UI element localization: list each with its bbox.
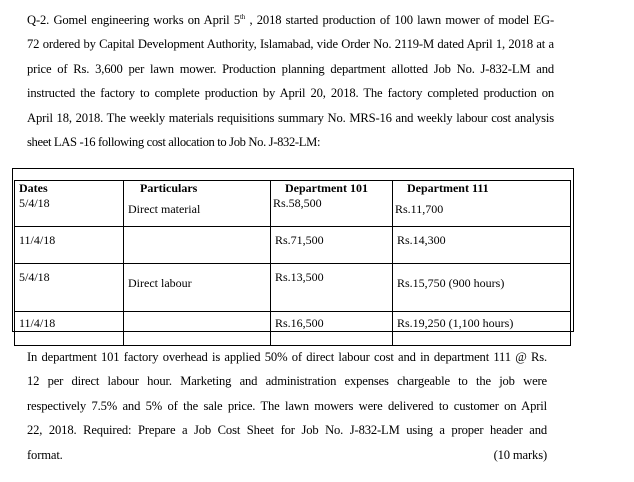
closing-line-2: 12 per direct labour hour. Marketing and administration expenses chargeable to the job were <box>27 374 547 389</box>
table-row <box>15 312 571 346</box>
cell-date: 11/4/18 <box>15 227 124 264</box>
table-cell <box>393 181 571 227</box>
closing-line-3: respectively 7.5% and 5% of the sale price. The lawn mowers were delivered to customer on April <box>27 398 547 413</box>
cell-date: 11/4/18 <box>15 312 124 346</box>
cell-particulars <box>124 227 271 264</box>
cell-dept101: Rs.71,500 <box>271 227 393 264</box>
header-dept101: Department 101 <box>285 181 368 195</box>
cell-particulars <box>124 312 271 346</box>
cell-date: 5/4/18 <box>19 196 50 210</box>
marks-label: (10 marks) <box>493 447 547 462</box>
cell-dept101: Rs.13,500 <box>271 264 393 312</box>
table-cell <box>15 181 124 227</box>
closing-line-1: In department 101 factory overhead is applied 50% of direct labour cost and in department 111 @ Rs. <box>27 350 547 364</box>
table-cell <box>271 181 393 227</box>
cell-particulars: Direct material <box>128 202 201 216</box>
closing-line-4: 22, 2018. Required: Prepare a Job Cost Sheet for Job No. J-832-LM using a proper header and <box>27 423 547 438</box>
closing-line-5 <box>27 443 547 467</box>
cost-allocation-table <box>14 180 571 346</box>
table-row <box>15 181 571 227</box>
cell-date: 5/4/18 <box>15 264 124 312</box>
question-line-4: instructed the factory to complete production by April 20, 2018. The factory completed production on <box>27 86 554 101</box>
cell-dept111: Rs.11,700 <box>395 202 444 216</box>
question-line-5: April 18, 2018. The weekly materials requisitions summary No. MRS-16 and weekly labour cost analysis <box>27 110 554 125</box>
question-line-2: 72 ordered by Capital Development Authority, Islamabad, vide Order No. 2119-M dated April 1, 2018 at a <box>27 37 554 52</box>
question-paragraph <box>27 8 554 154</box>
closing-last-word: format. <box>27 447 63 462</box>
cell-particulars: Direct labour <box>124 264 271 312</box>
question-line-3: price of Rs. 3,600 per lawn mower. Production planning department allotted Job No. J-832-LM and <box>27 61 554 76</box>
table-cell <box>124 181 271 227</box>
header-dates: Dates <box>19 181 48 195</box>
cell-dept111: Rs.19,250 (1,100 hours) <box>393 312 571 346</box>
table-row <box>15 264 571 312</box>
closing-paragraph <box>27 345 547 467</box>
question-line-6: sheet LAS -16 following cost allocation to Job No. J-832-LM: <box>27 135 321 150</box>
table-row <box>15 227 571 264</box>
cell-dept111: Rs.14,300 <box>393 227 571 264</box>
question-line-1: Q-2. Gomel engineering works on April 5th , 2018 started production of 100 lawn mower of model EG- <box>27 13 554 27</box>
header-particulars: Particulars <box>140 181 198 195</box>
cell-dept111: Rs.15,750 (900 hours) <box>393 264 571 312</box>
cell-dept101: Rs.58,500 <box>273 196 322 210</box>
cell-dept101: Rs.16,500 <box>271 312 393 346</box>
header-dept111: Department 111 <box>407 181 489 195</box>
